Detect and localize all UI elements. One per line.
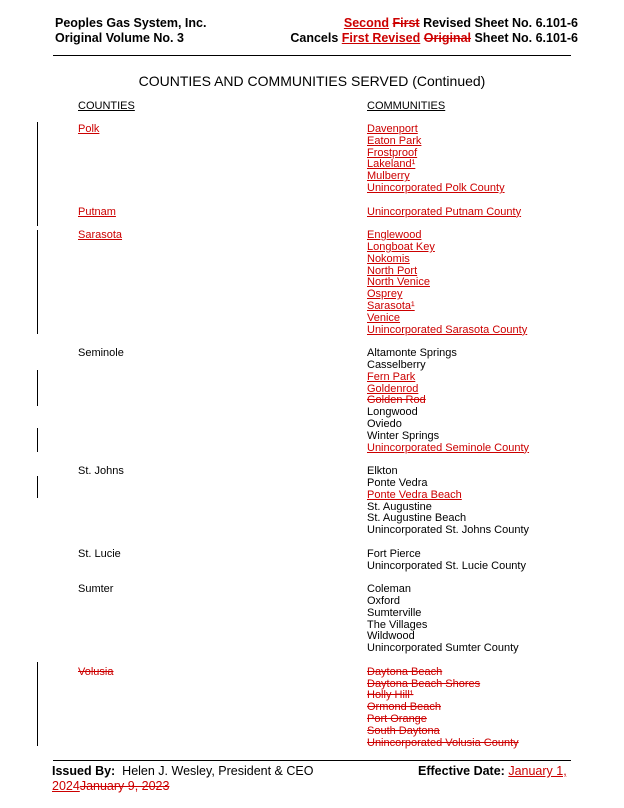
community-name: North Venice [367,276,430,289]
header-rule [53,55,571,56]
cancels-prefix: Cancels [290,31,342,45]
cancels-inserted-text: First Revised [341,31,421,45]
county-name: St. Lucie [78,547,121,560]
community-name: Ormond Beach [367,701,441,714]
community-name: South Daytona [367,724,440,737]
effective-date [418,764,567,779]
company-name: Peoples Gas System, Inc. [55,16,207,30]
community-name: Unincorporated Volusia County [367,736,519,749]
cancels-text: Sheet No. 6.101-6 [471,31,578,45]
effective-label: Effective Date: [418,764,505,778]
header-left [55,16,206,46]
sheet-text: Revised Sheet No. 6.101-6 [419,16,578,30]
community-name: Osprey [367,288,403,301]
community-name: Unincorporated St. Lucie County [367,559,526,572]
issued-label: Issued By: [52,764,116,778]
community-name: Holly Hill¹ [367,689,414,702]
county-name: Putnam [78,205,116,218]
community-name: Daytona Beach [367,665,443,678]
community-name: Nokomis [367,252,410,265]
community-name: Elkton [367,465,398,478]
community-name: Ponte Vedra Beach [367,488,462,501]
county-name: St. Johns [78,465,124,478]
cancels-line [290,31,578,46]
community-name: Fort Pierce [367,547,421,560]
county-name: Seminole [78,347,124,360]
community-name: St. Augustine [367,500,432,513]
community-name: Unincorporated Seminole County [367,441,530,454]
volume-number: Original Volume No. 3 [55,31,184,45]
communities-column-header: COMMUNITIES [367,100,446,112]
community-name: North Port [367,264,418,277]
community-name: Frostproof [367,146,418,159]
community-name: Eaton Park [367,134,422,147]
county-name: Sumter [78,583,114,596]
effective-date-deleted: January 9, 2023 [79,779,170,793]
change-bar [37,428,38,452]
community-name: Casselberry [367,359,426,371]
change-bar [37,662,38,746]
change-bar [37,476,38,498]
community-name: Oxford [367,595,401,607]
change-bar [37,230,38,334]
community-name: Unincorporated Sarasota County [367,323,528,336]
footer-rule [53,760,571,761]
county-name: Polk [78,123,100,135]
community-name: Sarasota¹ [367,300,415,312]
cancels-deleted-text: Original [423,31,471,45]
community-name: Golden Rod [367,394,426,407]
community-name: Venice [367,311,401,324]
counties-column-header: COUNTIES [78,100,135,112]
community-name: Longwood [367,406,418,419]
community-name: Coleman [367,583,412,596]
community-name: Unincorporated Polk County [367,182,505,194]
community-name: Mulberry [367,170,410,183]
community-name: Winter Springs [367,429,440,442]
community-name: Daytona Beach Shores [367,677,481,690]
community-name: Unincorporated St. Johns County [367,524,530,537]
change-bar [37,122,38,226]
county-name: Volusia [78,665,114,678]
community-name: The Villages [367,618,428,631]
community-name: Goldenrod [367,382,419,395]
header-right [290,16,578,46]
community-name: Altamonte Springs [367,347,457,360]
community-name: Sumterville [367,606,422,619]
change-bar [37,370,38,406]
issued-by [52,764,313,779]
community-name: Ponte Vedra [367,477,428,489]
issued-name: Helen J. Wesley, President & CEO [122,764,314,778]
effective-year-inserted: 2024 [52,779,80,793]
effective-date-inserted: January 1, [508,764,567,778]
community-name: Davenport [367,123,418,135]
county-name: Sarasota [78,229,123,242]
community-name: Lakeland¹ [367,158,416,171]
community-name: St. Augustine Beach [367,512,467,525]
community-name: Englewood [367,229,422,242]
community-name: Fern Park [367,370,416,383]
sheet-deleted-text: First [392,16,420,30]
community-name: Unincorporated Sumter County [367,642,519,655]
sheet-number [290,16,578,31]
community-name: Longboat Key [367,241,435,253]
community-name: Unincorporated Putnam County [367,205,522,218]
community-name: Port Orange [367,713,427,725]
page-title: COUNTIES AND COMMUNITIES SERVED (Continued) [138,73,486,89]
community-name: Oviedo [367,418,402,430]
community-name: Wildwood [367,630,415,643]
sheet-inserted-text: Second [343,16,390,30]
effective-date-line-2 [52,779,169,794]
